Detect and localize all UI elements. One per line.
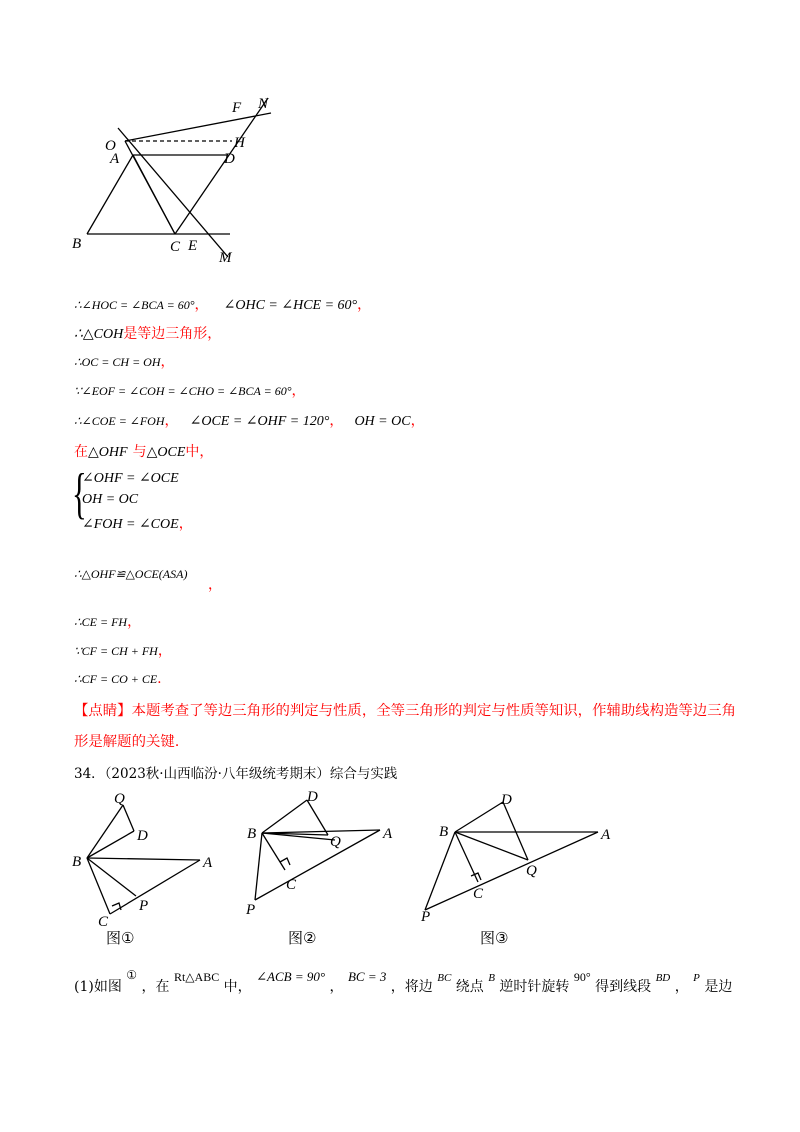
solution-line-5: ∴∠COE = ∠FOH， ∠OCE = ∠OHF = 120°， OH = OC， [74,413,425,429]
label-O: O [105,138,116,154]
fig3-label-P: P [421,909,431,925]
solution-line-6: 在△OHF 与△OCE中， [74,444,214,460]
fig1-label-B: B [72,854,82,870]
solution-line-10: ∴CF = CO + CE. [74,671,162,687]
label-H: H [234,135,245,151]
figure-2 [240,785,400,920]
solution-line-3: ∴OC = CH = OH， [74,354,175,370]
solution-line-7: ∴△OHF≌△OCE(ASA) [74,567,188,581]
fig2-label-C: C [286,877,297,893]
fig1-label-Q: Q [114,791,125,807]
fig3-label-B: B [439,824,449,840]
label-D: D [224,151,235,167]
solution-line-8: ∴CE = FH， [74,614,142,630]
fig1-label-A: A [203,855,213,871]
label-F: F [232,100,242,116]
solution-line-1: ∴∠HOC = ∠BCA = 60°， ∠OHC = ∠HCE = 60°， [74,297,372,313]
fig2-label-B: B [247,826,257,842]
fig3-label-Q: Q [526,863,537,879]
solution-line-9: ∵CF = CH + FH， [74,643,172,659]
label-A: A [110,151,120,167]
solution-line-7-comma: ， [208,577,222,593]
solution-line-4: ∵∠EOF = ∠COH = ∠CHO = ∠BCA = 60°， [74,383,306,399]
fig2-label-P: P [246,902,256,918]
figure-1-caption: 图① [106,929,135,947]
label-N: N [258,96,269,112]
fig3-label-A: A [601,827,611,843]
fig1-label-D: D [137,828,148,844]
solution-line-2: ∴△COH是等边三角形， [74,326,222,342]
fig2-label-D: D [307,789,318,805]
brace-line-3: ∠FOH = ∠COE， [82,516,193,532]
fig3-label-C: C [473,886,484,902]
figure-3-caption: 图③ [480,929,509,947]
top-geometry-figure [60,90,300,270]
figure-1 [65,785,235,930]
brace-symbol: { [72,463,87,525]
comment-line-2: 形是解题的关键. [74,734,180,750]
figure-2-caption: 图② [288,929,317,947]
label-C: C [170,239,181,255]
fig2-label-A: A [383,826,393,842]
fig1-label-C: C [98,914,109,930]
figure-3 [410,785,620,925]
fig2-label-Q: Q [330,834,341,850]
brace-line-1: ∠OHF = ∠OCE [82,471,179,486]
fig1-label-P: P [139,898,149,914]
fig3-label-D: D [501,792,512,808]
question-1-line: (1)如图 ① ，在 Rt△ABC 中， ∠ACB = 90° ， BC = 3 ，将边 $^{BC}$ 绕点 $^B$ 逆时针旋转 90° 得到线段 $^{BD}$ ， $^P$ 是边 [74,968,733,995]
brace-line-2: OH = OC [82,492,139,507]
comment-line-1: 【点睛】本题考查了等边三角形的判定与性质，全等三角形的判定与性质等知识，作辅助线构造等边三角 [74,703,736,719]
problem-header: 34．（2023秋·山西临汾·八年级统考期末）综合与实践 [74,766,398,782]
label-M: M [219,250,232,266]
label-B: B [72,236,82,252]
label-E: E [188,238,198,254]
